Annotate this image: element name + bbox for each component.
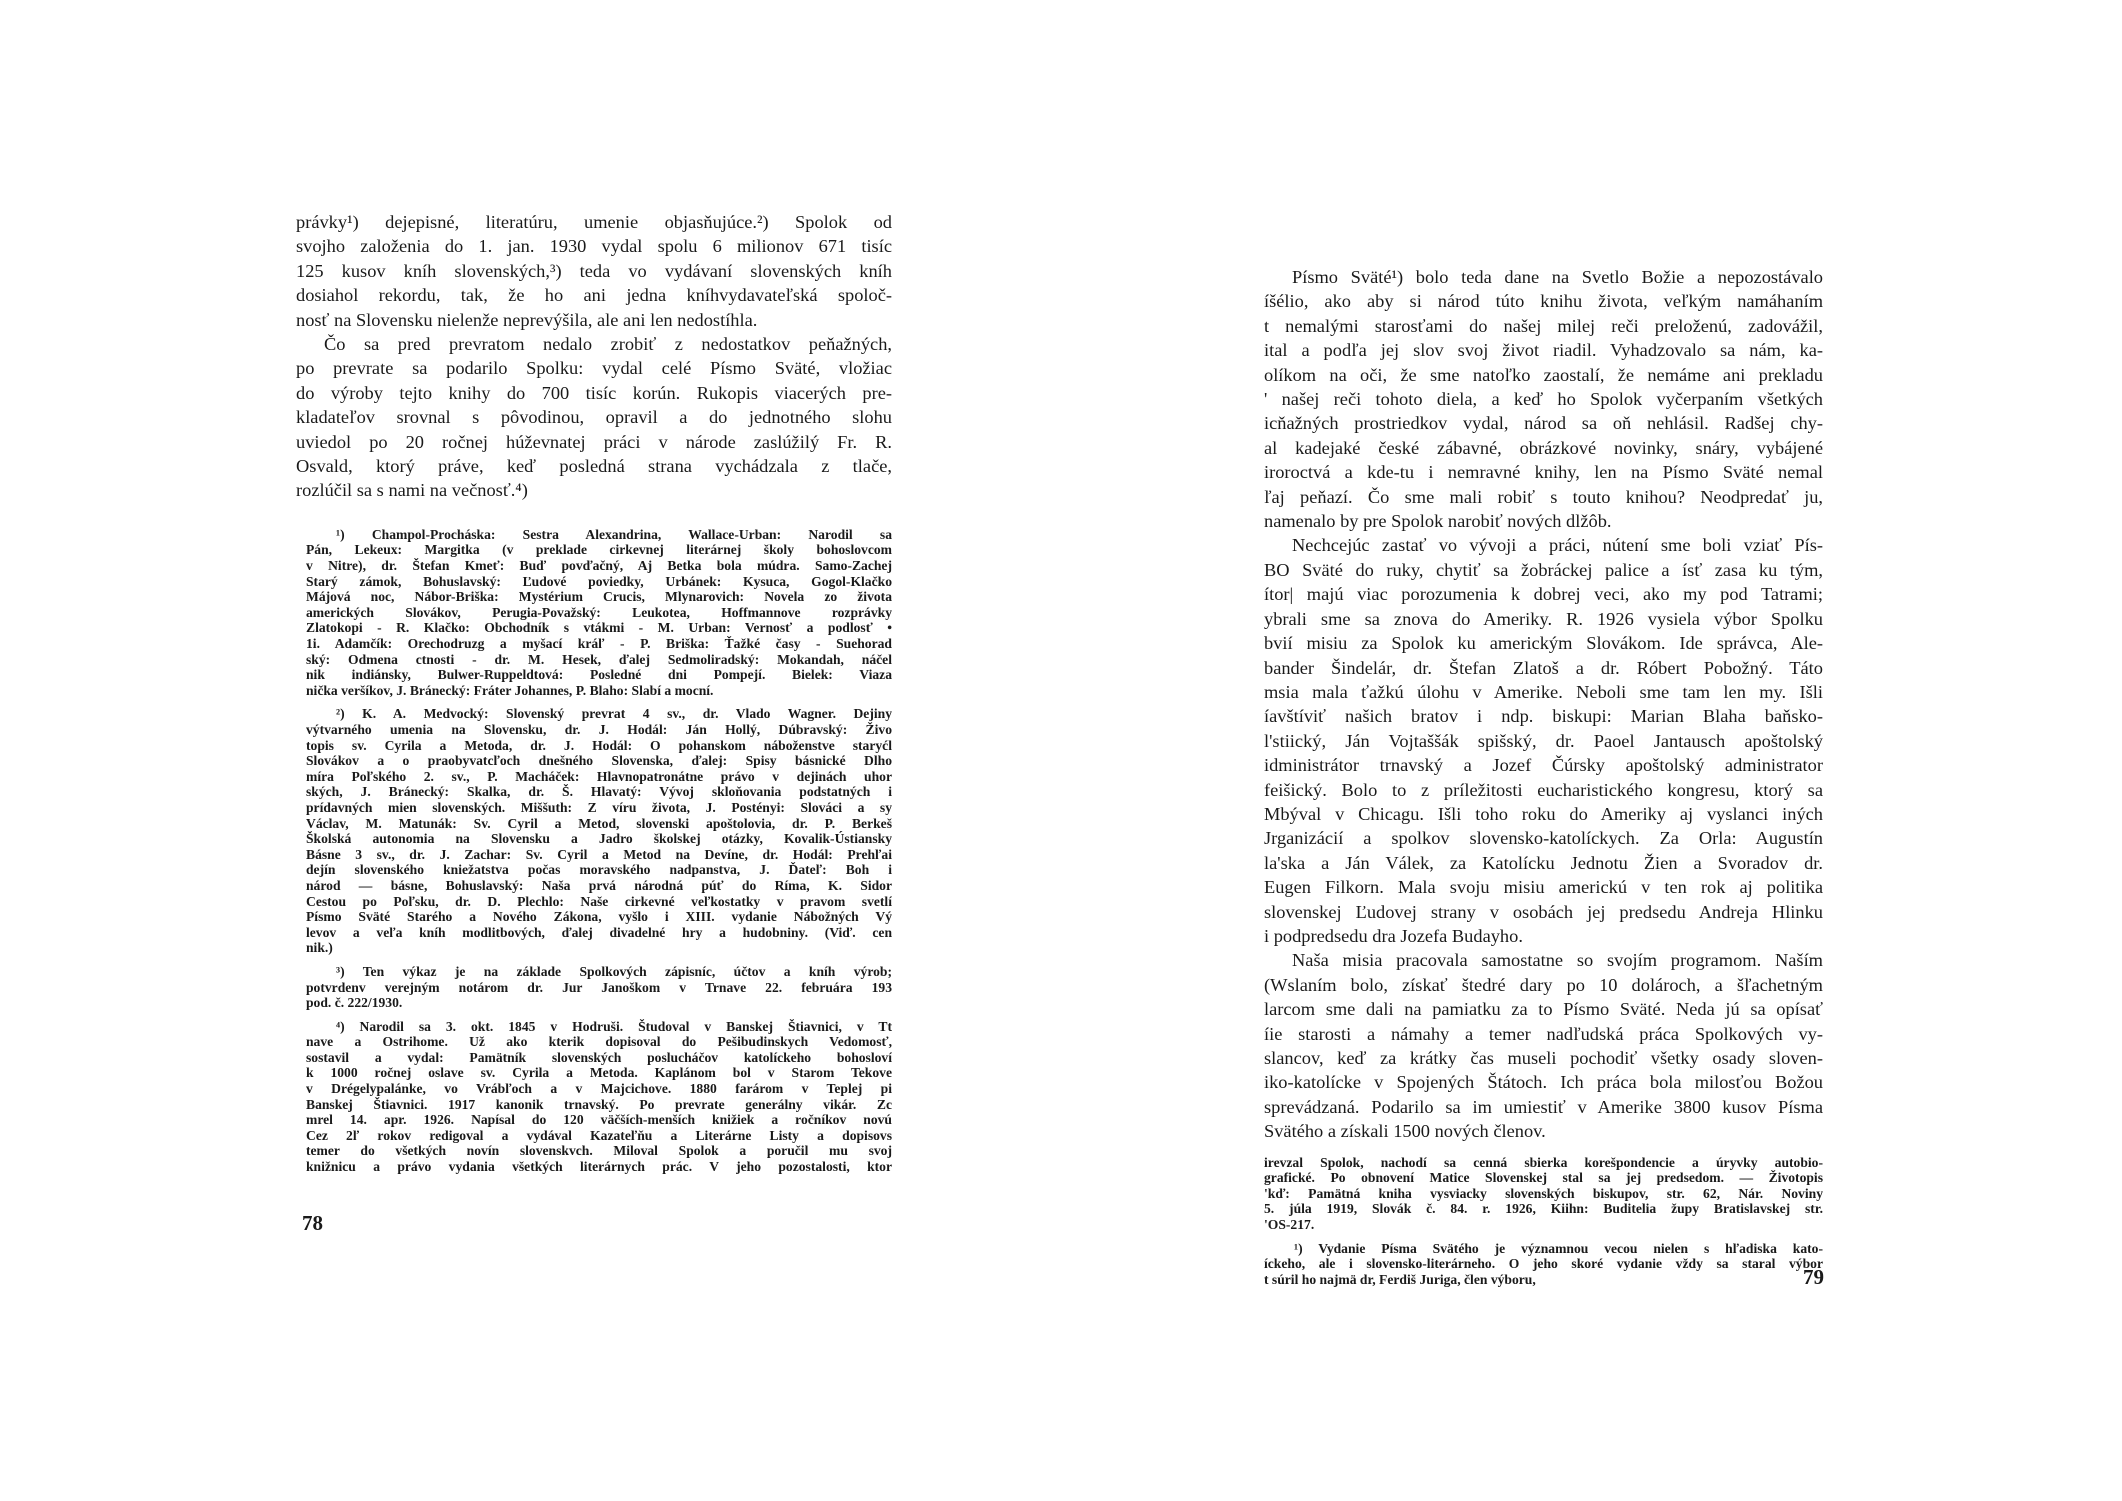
text-line: Mbýval v Chicagu. Išli toho roku do Ameriky aj vyslanci iných	[1264, 803, 1823, 824]
right-footnotes	[1264, 1155, 1823, 1288]
text-line: Eugen Filkorn. Mala svoju misiu americkú v ten rok aj politika	[1264, 877, 1823, 898]
footnote-line: potvrdenv verejným notárom dr. Jur Janoškom v Trnave 22. februára 193	[306, 979, 892, 995]
footnote-continued	[1264, 1155, 1823, 1233]
footnote-4	[306, 1019, 892, 1175]
text-line: po prevrate sa podarilo Spolku: vydal celé Písmo Sväté, vložiac	[296, 358, 892, 379]
text-line: bvií misiu za Spolok ku americkým Slovákom. Ide správca, Ale-	[1264, 633, 1823, 654]
footnote-line: 'OS-217.	[1264, 1217, 1315, 1232]
footnote-line: dejín slovenského kniežatstva počas moravského nadpanstva, J. Ďateľ: Boh i	[306, 862, 892, 878]
footnote-line: topis sv. Cyrila a Metoda, dr. J. Hodál: O pohanskom náboženstve staryćl	[306, 737, 892, 753]
footnote-line: prídavných mien slovenských. Miššuth: Z víru života, J. Postényi: Slováci a sy	[306, 799, 892, 815]
footnote-line: knižnicu a právo vydania všetkých literárnych prác. V jeho pozostalosti, ktor	[306, 1159, 892, 1175]
footnote-3	[306, 964, 892, 1011]
text-line: 125 kusov kníh slovenských,³) teda vo vydávaní slovenských kníh	[296, 260, 892, 281]
text-line: iko-katolícke v Spojených Štátoch. Ich práca bola milosťou Božou	[1264, 1072, 1823, 1093]
footnote-1	[306, 527, 892, 699]
footnote-line: irevzal Spolok, nachodí sa cenná sbierka korešpondencie a úryvky autobio-	[1264, 1154, 1823, 1170]
left-page	[296, 210, 892, 1175]
footnote-line: Májová noc, Nábor-Briška: Mystérium Crucis, Mlynarovich: Novela zo života	[306, 589, 892, 605]
footnote-line: v Nitre), dr. Štefan Kmeť: Buď povďačný, Aj Betka bola múdra. Samo-Zachej	[306, 558, 892, 574]
text-line: i podpredsedu dra Jozefa Budayho.	[1264, 925, 1523, 946]
text-line: slovenskej Ľudovej strany v osobách jej predsedu Andreja Hlinku	[1264, 901, 1823, 922]
footnote-line: ¹) Vydanie Písma Svätého je významnou vecou nielen s hľadiska kato-	[1294, 1240, 1823, 1256]
footnote-line: národ — básne, Bohuslavský: Naša prvá národná púť do Ríma, K. Sidor	[306, 877, 892, 893]
right-page	[1264, 265, 1823, 1287]
text-line: namenalo by pre Spolok narobiť nových dlžôb.	[1264, 511, 1612, 532]
page-number-right: 79	[1803, 1265, 1824, 1289]
left-paragraph-1	[296, 210, 892, 332]
footnote-line: 1i. Adamčík: Orechodruzg a myšací kráľ - P. Briška: Ťažké časy - Suehorad	[306, 636, 892, 652]
text-line: Svätého a získali 1500 nových členov.	[1264, 1121, 1546, 1142]
footnote-line: Slovákov a o praobyvatcľoch dnešného Slovenska, ďalej: Spisy básnické Dlho	[306, 753, 892, 769]
text-line: ' našej reči tohoto diela, a keď ho Spolok vyčerpaním všetkých	[1264, 389, 1823, 410]
footnote-line: nik.)	[306, 940, 333, 956]
text-line: idministrátor trnavský a Jozef Čúrsky apoštolský administrator	[1264, 755, 1823, 776]
footnote-line: Banskej Štiavnici. 1917 kanonik trnavský. Po prevrate generálny vikár. Zc	[306, 1096, 892, 1112]
right-paragraph-3	[1264, 948, 1823, 1143]
footnote-line: Cestou po Poľsku, dr. D. Plechlo: Naše cirkevné veľkostatky v pravom svetlí	[306, 893, 892, 909]
text-line: uviedol po 20 ročnej húževnatej práci v národe zaslúžilý Fr. R.	[296, 431, 892, 452]
text-line: do výroby tejto knihy do 700 tisíc korún. Rukopis viacerých pre-	[296, 382, 892, 403]
footnote-line: ¹) Champol-Procháska: Sestra Alexandrina, Wallace-Urban: Narodil sa	[336, 526, 892, 542]
text-line: kladateľov srovnal s pôvodinou, opravil a do jednotného slohu	[296, 407, 892, 428]
footnote-line: ²) K. A. Medvocký: Slovenský prevrat 4 sv., dr. Vlado Wagner. Dejiny	[336, 706, 892, 722]
text-line: Jrganizácií a spolkov slovensko-katolíckych. Za Orla: Augustín	[1264, 828, 1823, 849]
text-line: la'ska a Ján Válek, za Katolícku Jednotu Žien a Svoradov dr.	[1264, 852, 1823, 873]
text-line: larcom sme dali na pamiatku za to Písmo Sväté. Neda jú sa opísať	[1264, 999, 1823, 1020]
footnote-line: Školská autonomia na Slovensku a Jadro školskej otázky, Kovalik-Ústiansky	[306, 831, 892, 847]
text-line: ľaj peňazí. Čo sme mali robiť s touto knihou? Neodpredať ju,	[1264, 486, 1823, 507]
footnote-line: k 1000 ročnej oslave sv. Cyrila a Metoda. Kaplánom bol v Starom Tekove	[306, 1065, 892, 1081]
footnote-line: Písmo Sväté Starého a Nového Zákona, vyšlo i XIII. vydanie Nábožných Vý	[306, 909, 892, 925]
text-line: (Wslaním bolo, získať štedré dary po 10 dolároch, a šľachetným	[1264, 974, 1823, 995]
right-paragraph-2	[1264, 533, 1823, 948]
footnote-line: míra Poľského 2. sv., P. Macháček: Hlavnopatronátne právo v dejinách uhor	[306, 768, 892, 784]
text-line: Osvald, ktorý práve, keď posledná strana vychádzala z tlače,	[296, 456, 892, 477]
footnote-line: Básne 3 sv., dr. J. Zachar: Sv. Cyril a Metod na Devíne, dr. Hodál: Prehľai	[306, 846, 892, 862]
footnote-line: nik indiánsky, Bulwer-Ruppeldtová: Posledné dni Pompejí. Bielek: Viaza	[306, 667, 892, 683]
footnote-line: ských, J. Bránecký: Skalka, dr. Š. Hlavatý: Vývoj skloňovania podstatných i	[306, 784, 892, 800]
left-paragraph-2	[296, 332, 892, 503]
text-line: t nemalými starosťami do našej milej reči preloženú, zadovážil,	[1264, 315, 1823, 336]
text-line: slancov, keď za krátky čas museli pochodiť všetky osady sloven-	[1264, 1048, 1823, 1068]
text-line: feišický. Bolo to z príležitosti eucharistického kongresu, ktorý sa	[1264, 779, 1823, 800]
footnote-line: mrel 14. apr. 1926. Napísal do 120 väčších-menších knižiek a ročníkov novú	[306, 1112, 892, 1128]
text-line: svojho založenia do 1. jan. 1930 vydal spolu 6 milionov 671 tisíc	[296, 236, 892, 257]
text-line: ítor| majú viac porozumenia k dobrej veci, ako my pod Tatrami;	[1264, 584, 1823, 605]
text-line: icňažných prostriedkov vydal, národ sa oň nehlásil. Radšej chy-	[1264, 413, 1823, 434]
footnote-line: v Drégelypalánke, vo Vrábľoch a v Majcichove. 1880 farárom v Teplej pi	[306, 1081, 892, 1097]
text-line: bander Šindelár, dr. Štefan Zlatoš a dr. Róbert Pobožný. Táto	[1264, 657, 1823, 678]
text-line: íavštíviť našich bratov i ndp. biskupi: Marian Blaha baňsko-	[1264, 706, 1823, 727]
footnote-line: Pán, Lekeux: Margitka (v preklade cirkevnej literárnej školy bohoslovcom	[306, 542, 892, 558]
text-line: msia mala ťažkú úlohu v Amerike. Neboli sme tam len my. Išli	[1264, 681, 1823, 702]
footnote-line: Cez 2ľ rokov redigoval a vydával Kazateľňu a Literárne Listy a dopisovs	[306, 1127, 892, 1143]
footnote-line: pod. č. 222/1930.	[306, 995, 403, 1011]
text-line: iroroctvá a kde-tu i nemravné knihy, len na Písmo Sväté nemal	[1264, 462, 1823, 483]
right-paragraph-1	[1264, 265, 1823, 533]
footnote-line: grafické. Po obnovení Matice Slovenskej stal sa jej predsedom. — Životopis	[1264, 1170, 1823, 1186]
text-line: právky¹) dejepisné, literatúru, umenie objasňujúce.²) Spolok od	[296, 212, 892, 232]
left-footnotes	[296, 527, 892, 1175]
footnote-line: 'kď: Pamätná kniha vysviacky slovenských biskupov, str. 62, Nár. Noviny	[1264, 1185, 1823, 1201]
footnote-line: Starý zámok, Bohuslavský: Ľudové poviedky, Urbánek: Kysuca, Gogol-Klačko	[306, 573, 892, 589]
text-line: íie starosti a námahy a temer nadľudská práca Spolkových vy-	[1264, 1023, 1823, 1044]
footnote-line: sostavil a vydal: Pamätník slovenských poslucháčov katolíckeho bohosloví	[306, 1049, 892, 1065]
text-line: rozlúčil sa s nami na večnosť.⁴)	[296, 480, 528, 501]
text-line: Čo sa pred prevratom nedalo zrobiť z nedostatkov peňažných,	[324, 334, 892, 355]
footnote-line: íckeho, ale i slovensko-literárneho. O jeho skoré vydanie vždy sa staral výbor	[1264, 1256, 1823, 1272]
text-line: íšélio, ako aby si národ túto knihu života, veľkým namáhaním	[1264, 291, 1823, 312]
footnote-line: výtvarného umenia na Slovensku, dr. J. Hodál: Ján Hollý, Dúbravský: Živo	[306, 722, 892, 737]
text-line: Naša misia pracovala samostatne so svojím programom. Naším	[1292, 950, 1823, 971]
footnote-line: amerických Slovákov, Perugia-Považský: Leukotea, Hoffmannove rozprávky	[306, 604, 892, 620]
text-line: al kadejaké české zábavné, obrázkové novinky, snáry, vybájené	[1264, 437, 1823, 458]
footnote-line: ⁴) Narodil sa 3. okt. 1845 v Hodruši. Študoval v Banskej Štiavnici, v Tt	[336, 1018, 892, 1034]
footnote-line: ³) Ten výkaz je na základe Spolkových zápisníc, účtov a kníh výrob;	[336, 963, 892, 979]
text-line: BO Sväté do ruky, chytiť sa žobráckej palice a ísť zasa ku tým,	[1264, 559, 1823, 580]
text-line: sprevádzaná. Podarilo sa im umiestiť v Amerike 3800 kusov Písma	[1264, 1096, 1823, 1117]
right-body	[1264, 265, 1823, 1144]
footnote-line: Zlatokopi - R. Klačko: Obchodník s vtákmi - M. Urban: Vernosť a podlosť •	[306, 620, 892, 636]
footnote-line: ský: Odmena ctnosti - dr. M. Hesek, ďalej Sedmoliradský: Mokandah, náčel	[306, 651, 892, 667]
footnote-line: Václav, M. Matunák: Sv. Cyril a Metod, slovenski apoštolovia, dr. P. Berkeš	[306, 815, 892, 831]
text-line: Písmo Sväté¹) bolo teda dane na Svetlo Božie a nepozostávalo	[1292, 267, 1823, 287]
text-line: Nechcejúc zastať vo vývoji a práci, nútení sme boli vziať Pís-	[1292, 535, 1823, 556]
text-line: l'stiický, Ján Vojtaššák spišský, dr. Paoel Jantausch apoštolský	[1264, 730, 1823, 751]
text-line: olíkom na oči, že sme natoľko zaostalí, že nemáme ani prekladu	[1264, 364, 1823, 385]
text-line: ybrali sme sa znova do Ameriky. R. 1926 vysiela výbor Spolku	[1264, 608, 1823, 629]
page-number-left: 78	[302, 1211, 323, 1235]
footnote-1-right	[1264, 1241, 1823, 1288]
text-line: nosť na Slovensku nielenže neprevýšila, ale ani len nedostíhla.	[296, 309, 758, 330]
footnote-line: nave a Ostrihome. Už ako kterik dopisoval do Pešibudinskych Vedomosť,	[306, 1034, 892, 1050]
footnote-2	[306, 706, 892, 956]
footnote-line: levov a veľa kníh modlitbových, ďalej divadelné hry a hudobniny. (Viď. cen	[306, 924, 892, 940]
footnote-line: t súril ho najmä dr, Ferdiš Juriga, člen výboru,	[1264, 1271, 1536, 1287]
text-line: ital a podľa jej slov svoj život riadil. Vyhadzovalo sa nám, ka-	[1264, 340, 1823, 361]
footnote-line: 5. júla 1919, Slovák č. 84. r. 1926, Kiihn: Buditelia župy Bratislavskej str.	[1264, 1201, 1823, 1217]
footnote-line: nička veršíkov, J. Bránecký: Fráter Johannes, P. Blaho: Slabí a mocní.	[306, 682, 714, 698]
footnote-line: temer do všetkých novín slovenskvch. Miloval Spolok a poručil mu svoj	[306, 1143, 892, 1159]
text-line: dosiahol rekordu, tak, že ho ani jedna kníhvydavateľská spoloč-	[296, 285, 892, 306]
left-body	[296, 210, 892, 503]
